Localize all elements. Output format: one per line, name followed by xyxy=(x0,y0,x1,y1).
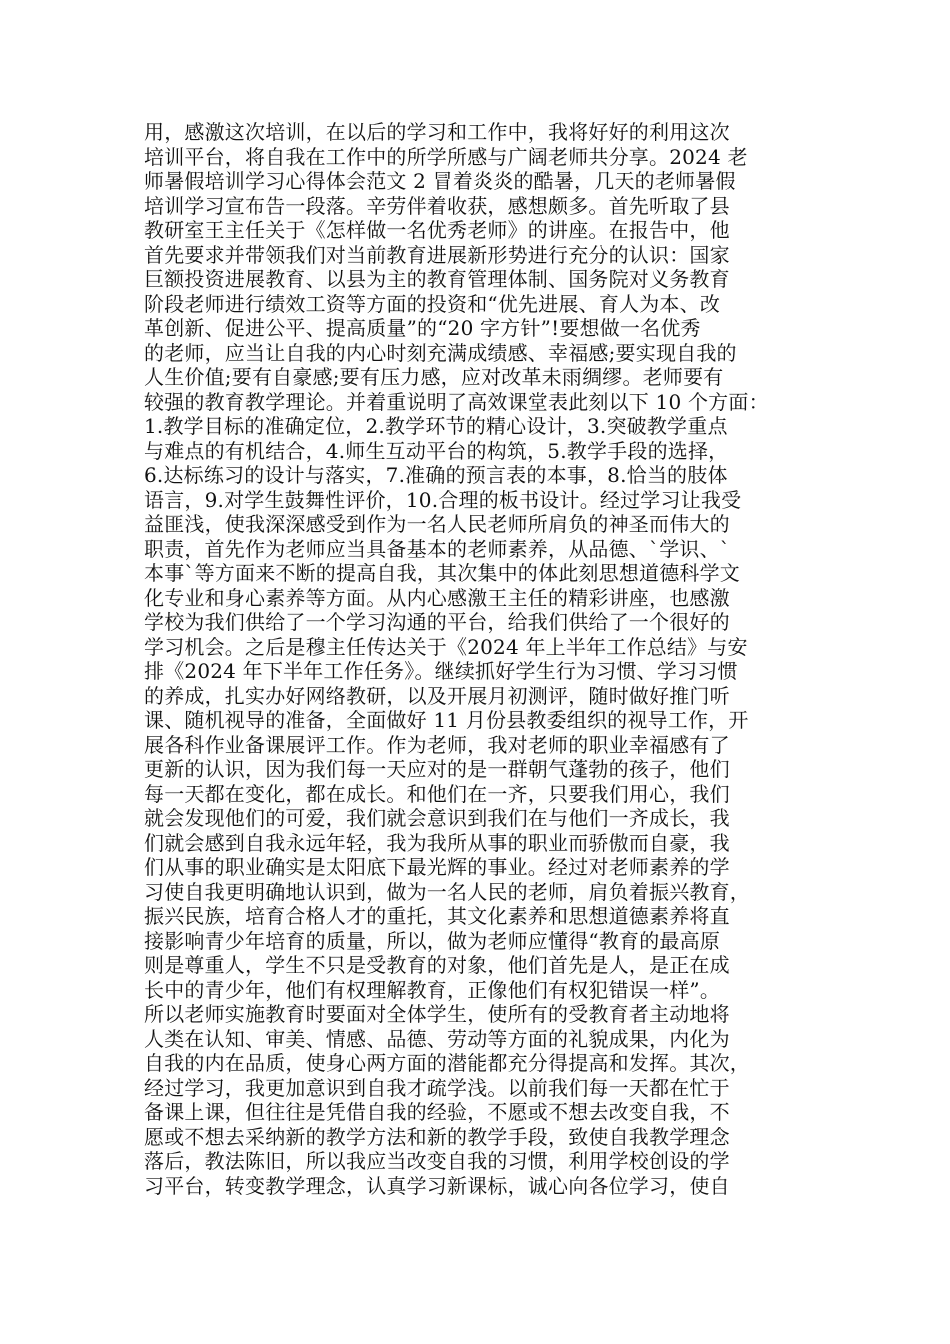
text-line: 课、随机视导的准备，全面做好 11 月份县教委组织的视导工作，开 xyxy=(144,708,749,732)
text-line: 接影响青少年培育的质量，所以，做为老师应懂得“教育的最高原 xyxy=(144,928,721,953)
text-line: 职责，首先作为老师应当具备基本的老师素养，从品德、`学识、` xyxy=(144,536,730,561)
text-line: 就会发现他们的可爱，我们就会意识到我们在与他们一齐成长，我 xyxy=(144,806,730,830)
text-line: 革创新、促进公平、提高质量”的“20 字方针”!要想做一名优秀 xyxy=(144,316,701,340)
text-line: 落后，教法陈旧，所以我应当改变自我的习惯，利用学校创设的学 xyxy=(144,1149,730,1173)
text-line: 自我的内在品质，使身心两方面的潜能都充分得提高和发挥。其次， xyxy=(144,1051,750,1075)
text-line: 巨额投资进展教育、以县为主的教育管理体制、国务院对义务教育 xyxy=(144,267,730,291)
text-line: 习使自我更明确地认识到，做为一名人民的老师，肩负着振兴教育， xyxy=(144,879,750,904)
text-line: 阶段老师进行绩效工资等方面的投资和“优先进展、育人为本、改 xyxy=(144,291,721,316)
text-line: 首先要求并带领我们对当前教育进展新形势进行充分的认识：国家 xyxy=(144,242,730,267)
text-line: 1.教学目标的准确定位，2.教学环节的精心设计，3.突破教学重点 xyxy=(144,414,728,438)
text-line: 们从事的职业确实是太阳底下最光辉的事业。经过对老师素养的学 xyxy=(144,855,730,879)
text-line: 排《2024 年下半年工作任务》。继续抓好学生行为习惯、学习习惯 xyxy=(144,659,738,683)
text-line: 语言，9.对学生鼓舞性评价，10.合理的板书设计。经过学习让我受 xyxy=(144,487,742,512)
text-line: 备课上课，但往往是凭借自我的经验，不愿或不想去改变自我，不 xyxy=(144,1100,730,1124)
text-line: 则是尊重人，学生不只是受教育的对象，他们首先是人，是正在成 xyxy=(144,953,730,977)
text-line: 化专业和身心素养等方面。从内心感激王主任的精彩讲座，也感激 xyxy=(144,585,730,610)
text-line: 较强的教育教学理论。并着重说明了高效课堂表此刻以下 10 个方面： xyxy=(144,389,769,414)
text-line: 人生价值;要有自豪感;要有压力感，应对改革未雨绸缪。老师要有 xyxy=(144,365,724,389)
body-text xyxy=(144,120,824,1198)
text-line: 培训平台，将自我在工作中的所学所感与广阔老师共分享。2024 老 xyxy=(144,144,748,169)
text-line: 师暑假培训学习心得体会范文 2 冒着炎炎的酷暑，几天的老师暑假 xyxy=(144,169,736,193)
text-line: 长中的青少年，他们有权理解教育，正像他们有权犯错误一样”。 xyxy=(144,977,721,1002)
text-line: 本事`等方面来不断的提高自我，其次集中的体此刻思想道德科学文 xyxy=(144,561,740,585)
text-line: 习平台，转变教学理念，认真学习新课标，诚心向各位学习，使自 xyxy=(144,1173,730,1198)
text-line: 们就会感到自我永远年轻，我为我所从事的职业而骄傲而自豪，我 xyxy=(144,830,730,855)
text-line: 每一天都在变化，都在成长。和他们在一齐，只要我们用心，我们 xyxy=(144,781,730,806)
text-line: 更新的认识，因为我们每一天应对的是一群朝气蓬勃的孩子，他们 xyxy=(144,757,730,781)
text-line: 的养成，扎实办好网络教研，以及开展月初测评，随时做好推门听 xyxy=(144,683,730,708)
text-line: 6.达标练习的设计与落实，7.准确的预言表的本事，8.恰当的肢体 xyxy=(144,463,728,487)
text-line: 益匪浅，使我深深感受到作为一名人民老师所肩负的神圣而伟大的 xyxy=(144,512,730,536)
text-line: 所以老师实施教育时要面对全体学生，使所有的受教育者主动地将 xyxy=(144,1002,730,1026)
text-line: 的老师，应当让自我的内心时刻充满成绩感、幸福感;要实现自我的 xyxy=(144,340,737,365)
text-line: 展各科作业备课展评工作。作为老师，我对老师的职业幸福感有了 xyxy=(144,732,730,757)
text-line: 学校为我们供给了一个学习沟通的平台，给我们供给了一个很好的 xyxy=(144,610,730,634)
text-line: 用，感激这次培训，在以后的学习和工作中，我将好好的利用这次 xyxy=(144,120,730,144)
text-line: 振兴民族，培育合格人才的重托，其文化素养和思想道德素养将直 xyxy=(144,904,730,928)
text-line: 学习机会。之后是穆主任传达关于《2024 年上半年工作总结》与安 xyxy=(144,634,748,659)
text-line: 经过学习，我更加意识到自我才疏学浅。以前我们每一天都在忙于 xyxy=(144,1075,730,1100)
text-line: 教研室王主任关于《怎样做一名优秀老师》的讲座。在报告中，他 xyxy=(144,218,730,242)
text-line: 培训学习宣布告一段落。辛劳伴着收获，感想颇多。首先听取了县 xyxy=(144,193,730,218)
text-line: 愿或不想去采纳新的教学方法和新的教学手段，致使自我教学理念 xyxy=(144,1124,730,1149)
text-line: 与难点的有机结合，4.师生互动平台的构筑，5.教学手段的选择， xyxy=(144,438,729,463)
text-line: 人类在认知、审美、情感、品德、劳动等方面的礼貌成果，内化为 xyxy=(144,1026,730,1051)
